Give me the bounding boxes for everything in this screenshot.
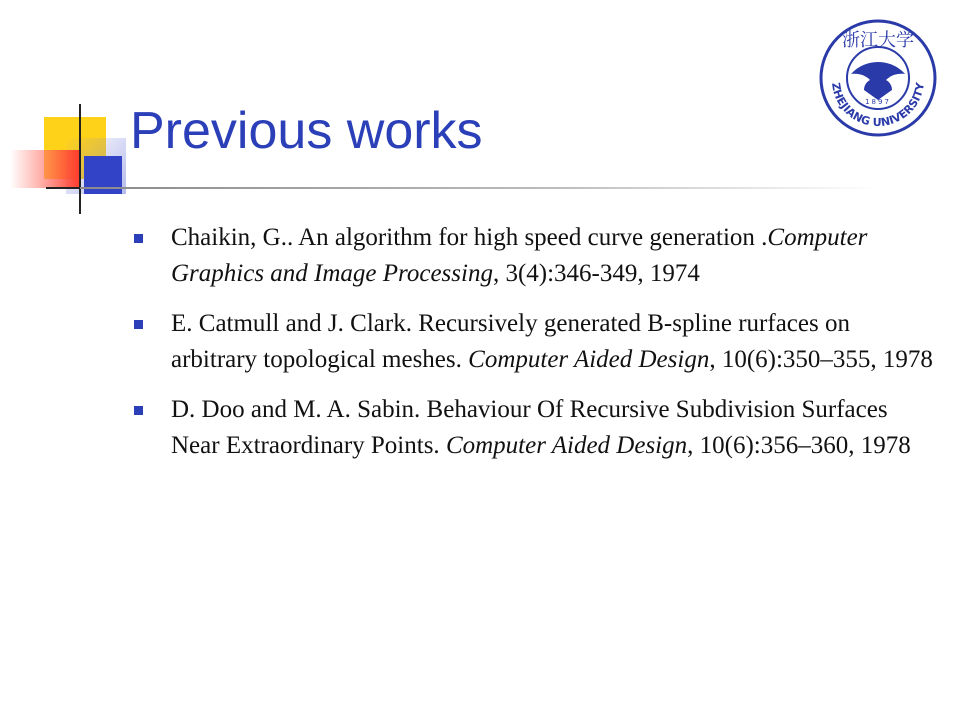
- page-title: Previous works: [130, 102, 483, 160]
- reference-journal: Computer Aided Design: [468, 346, 710, 373]
- list-item: [134, 306, 934, 378]
- reference-journal: Computer Graphics and Image Processing: [171, 224, 868, 287]
- reference-details: , 3(4):346-349, 1974: [492, 260, 700, 287]
- decor-vertical-line: [79, 104, 81, 214]
- reference-list: [134, 220, 934, 478]
- reference-details: , 10(6):350–355, 1978: [709, 346, 933, 373]
- reference-text: E. Catmull and J. Clark. Recursively generated B-spline rurfaces on arbitrary topological meshes.: [171, 310, 850, 373]
- bullet-icon: [134, 406, 143, 415]
- logo-chinese-name: 浙江大学: [842, 30, 914, 51]
- zhejiang-university-logo: [818, 18, 938, 138]
- list-item: [134, 220, 934, 292]
- bullet-icon: [134, 234, 143, 243]
- reference-text: D. Doo and M. A. Sabin. Behaviour Of Recursive Subdivision Surfaces Near Extraordinary Points.: [171, 396, 888, 459]
- reference-text: Chaikin, G.. An algorithm for high speed curve generation .: [171, 224, 768, 251]
- reference-details: , 10(6):356–360, 1978: [687, 432, 911, 459]
- logo-year: 1897: [865, 98, 891, 106]
- title-underline: [80, 187, 880, 189]
- reference-journal: Computer Aided Design: [445, 432, 688, 459]
- logo-university-name: ZHEJIANG UNIVERSITY: [828, 81, 928, 130]
- logo-eagle-icon: [851, 62, 905, 100]
- decor-red-bar: [10, 150, 80, 188]
- bullet-icon: [134, 320, 143, 329]
- list-item: [134, 392, 934, 464]
